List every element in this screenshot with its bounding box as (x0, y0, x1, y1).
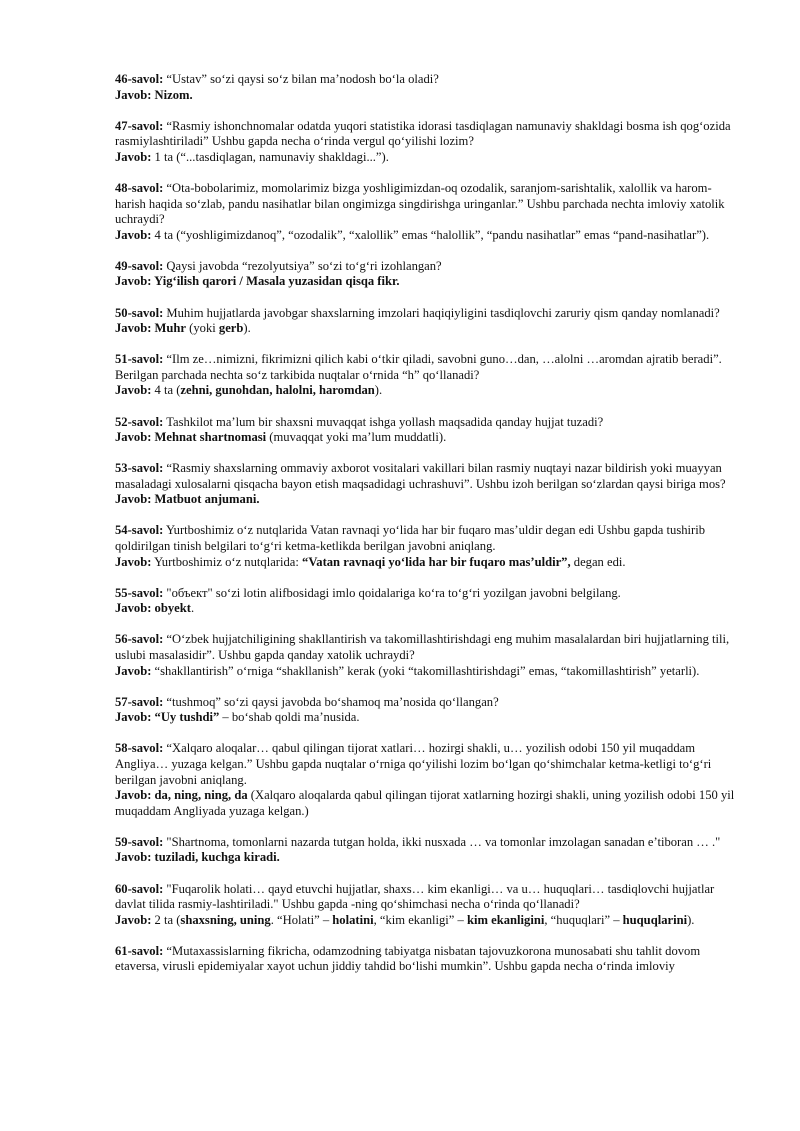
answer-text: da, ning, ning, da (151, 788, 248, 803)
question-text: “Ota-bobolarimiz, momolarimiz bizga yoshligimizdan-oq ozodalik, saranjom-sarishtalik, xalollik va harom-harish haqida so‘zlab, pandu nasihatlar bilan ongimizga singdirishga uringanlar.” Ushbu parchada nechta imloviy xatolik uchraydi? (115, 180, 725, 227)
qa-block (115, 415, 740, 446)
question-text: “Mutaxassislarning fikricha, odamzodning tabiyatga nisbatan tajovuzkorona munosabati shu tahlit dovom etaversa, virusli epidemiyalar xayot uchun jiddiy tahdid bo‘lishi mumkin”. Ushbu gapda necha o‘rinda imloviy (115, 943, 701, 974)
answer-label: Javob: (115, 227, 152, 242)
question-label: 53-savol: (115, 461, 164, 476)
answer-label: Javob: (115, 710, 152, 725)
qa-block (115, 259, 740, 290)
answer-text: Nizom. (151, 87, 193, 102)
answer (115, 710, 740, 726)
answer-text: 2 ta ( (151, 912, 181, 927)
question-label: 58-savol: (115, 741, 164, 756)
question-label: 52-savol: (115, 414, 164, 429)
question (115, 72, 740, 88)
qa-block (115, 632, 740, 679)
answer-text: “shakllantirish” o‘rniga “shakllanish” kerak (yoki “takomillashtirishdagi” emas, “takomillashtirish” yetarli). (151, 663, 700, 678)
answer (115, 601, 740, 617)
answer-label: Javob: (115, 788, 152, 803)
answer-label: Javob: (115, 850, 152, 865)
question (115, 944, 740, 975)
answer-text: Mehnat shartnomasi (151, 430, 267, 445)
answer (115, 788, 740, 819)
qa-block (115, 181, 740, 243)
question-label: 59-savol: (115, 834, 164, 849)
answer (115, 228, 740, 244)
answer-text: (yoki (186, 321, 219, 336)
qa-block (115, 882, 740, 929)
answer-text: . (190, 601, 195, 616)
answer-text: , “huquqlari” – (544, 912, 623, 927)
answer-label: Javob: (115, 430, 152, 445)
answer-text: Matbuot anjumani. (151, 492, 260, 507)
question (115, 586, 740, 602)
answer-text: ). (687, 912, 695, 927)
answer (115, 88, 740, 104)
answer-text: . “Holati” – (270, 912, 333, 927)
question-text: Qaysi javobda “rezolyutsiya” so‘zi to‘g‘ri izohlangan? (163, 258, 442, 273)
qa-block (115, 523, 740, 570)
answer-label: Javob: (115, 554, 152, 569)
answer-text: Yig‘ilish qarori / Masala yuzasidan qisqa fikr. (151, 274, 400, 289)
answer-text: 4 ta ( (151, 383, 181, 398)
question (115, 119, 740, 150)
question-text: "объект" so‘zi lotin alifbosidagi imlo qoidalariga ko‘ra to‘g‘ri yozilgan javobni belgilang. (163, 585, 621, 600)
answer-text: – bo‘shab qoldi ma’nusida. (219, 710, 360, 725)
qa-block (115, 119, 740, 166)
question-text: Yurtboshimiz o‘z nutqlarida Vatan ravnaqi yo‘lida har bir fuqaro mas’uldir degan edi Ushbu gapda tushirib qoldirilgan tinish belgilari to‘g‘ri ketma-ketlikda berilgan javobni aniqlang. (115, 523, 706, 554)
qa-list (115, 72, 740, 975)
answer-text: shaxsning, uning (180, 912, 271, 927)
question-label: 57-savol: (115, 694, 164, 709)
qa-block (115, 944, 740, 975)
answer (115, 555, 740, 571)
answer-text: kim ekanligini (466, 912, 545, 927)
qa-block (115, 835, 740, 866)
question-label: 55-savol: (115, 585, 164, 600)
answer-text: “Uy tushdi” (151, 710, 220, 725)
question-label: 61-savol: (115, 943, 164, 958)
question-text: “Ustav” so‘zi qaysi so‘z bilan ma’nodosh bo‘la oladi? (163, 72, 439, 86)
answer-text: zehni, gunohdan, halolni, haromdan (180, 383, 375, 398)
qa-block (115, 352, 740, 399)
question-text: “O‘zbek hujjatchiligining shakllantirish va takomillashtirishdagi eng muhim masalalardan biri hujjatlarning tili, uslubi masalasidir”. Ushbu gapda qanday xatolik uchraydi? (115, 632, 730, 663)
answer (115, 274, 740, 290)
question (115, 415, 740, 431)
answer-text: holatini (332, 912, 374, 927)
question-label: 51-savol: (115, 352, 164, 367)
answer-text: obyekt (151, 601, 191, 616)
question-text: “Rasmiy shaxslarning ommaviy axborot vositalari vakillari bilan rasmiy nuqtayi nazar bildirish yoki muayyan masaladagi xulosalarni qisqacha bayon etish maqsadidagi uchrashuvi”. Ushbu izoh berilgan so‘zlardan qaysi biriga mos? (115, 461, 726, 491)
question-text: “tushmoq” so‘zi qaysi javobda bo‘shamoq ma’nosida qo‘llangan? (163, 694, 499, 709)
qa-block (115, 461, 740, 508)
qa-block (115, 695, 740, 726)
answer-text: Yurtboshimiz o‘z nutqlarida: (151, 554, 303, 569)
question-label: 46-savol: (115, 72, 164, 86)
question (115, 461, 740, 492)
question-text: “Xalqaro aloqalar… qabul qilingan tijorat xatlari… hozirgi shakli, u… yozilish odobi 150 yil muqaddam Angliya… yuzaga kelgan.” Ushbu gapda nuqtalar o‘rniga qo‘yilishi lozim bo‘lgan qo‘shimchalar ketma-ketligi to‘g‘ri berilgan javobni aniqlang. (115, 741, 712, 787)
answer (115, 321, 740, 337)
answer-label: Javob: (115, 383, 152, 398)
question-text: “Rasmiy ishonchnomalar odatda yuqori statistika idorasi tasdiqlagan namunaviy shakldagi bosma ish qog‘ozida rasmiylashtiriladi” Ushbu gapda necha o‘rinda vergul qo‘yilishi lozim? (115, 118, 731, 149)
question-text: Tashkilot ma’lum bir shaxsni muvaqqat ishga yollash maqsadida qanday hujjat tuzadi? (163, 414, 604, 429)
answer-text: 4 ta (“yoshligimizdanoq”, “ozodalik”, “xalollik” emas “halollik”, “pandu nasihatlar” emas “pand-nasihatlar”). (151, 227, 710, 242)
qa-block (115, 741, 740, 819)
answer-label: Javob: (115, 87, 152, 102)
qa-block (115, 306, 740, 337)
question-text: “Ilm ze…nimizni, fikrimizni qilich kabi o‘tkir qiladi, savobni guno…dan, …alolni …aromdan ajratib beradi”. Berilgan parchada nechta so‘z tarkibida nuqtalar o‘rnida “h” qo‘llanadi? (115, 352, 722, 382)
question (115, 306, 740, 322)
question (115, 835, 740, 851)
answer-label: Javob: (115, 663, 152, 678)
question-label: 50-savol: (115, 305, 164, 320)
answer-text: degan edi. (570, 554, 626, 569)
question (115, 632, 740, 663)
question-label: 54-savol: (115, 523, 164, 538)
answer-label: Javob: (115, 492, 152, 507)
question-text: "Shartnoma, tomonlarni nazarda tutgan holda, ikki nusxada … va tomonlar imzolagan sanadan e’tiboran … ." (163, 834, 721, 849)
question (115, 181, 740, 228)
question (115, 741, 740, 788)
question-text: Muhim hujjatlarda javobgar shaxslarning imzolari haqiqiyligini tasdiqlovchi zaruriy qism qanday nomlanadi? (163, 305, 720, 320)
answer (115, 383, 740, 399)
answer-text: Muhr (151, 321, 187, 336)
answer-label: Javob: (115, 321, 152, 336)
answer-text: ). (374, 383, 383, 398)
question (115, 523, 740, 554)
answer (115, 850, 740, 866)
question-text: "Fuqarolik holati… qayd etuvchi hujjatlar, shaxs… kim ekanligi… va u… huquqlari… tasdiqlovchi hujjatlar davlat tilida rasmiy-lashtiriladi." Ushbu gapda -ning qo‘shimchasi necha o‘rinda qo‘llanadi? (115, 881, 715, 912)
answer-text: tuziladi, kuchga kiradi. (151, 850, 280, 865)
answer-text: gerb (218, 321, 244, 336)
question-label: 49-savol: (115, 258, 164, 273)
qa-block (115, 586, 740, 617)
question (115, 882, 740, 913)
answer (115, 664, 740, 680)
answer-text: huquqlarini (622, 912, 688, 927)
answer (115, 913, 740, 929)
answer-label: Javob: (115, 149, 152, 164)
answer (115, 150, 740, 166)
answer-label: Javob: (115, 274, 152, 289)
question (115, 352, 740, 383)
answer-label: Javob: (115, 912, 152, 927)
answer-text: 1 ta (“...tasdiqlagan, namunaviy shakldagi...”). (151, 149, 389, 164)
question-label: 56-savol: (115, 632, 164, 647)
question-label: 47-savol: (115, 118, 164, 133)
qa-block (115, 72, 740, 103)
answer-text: ). (243, 321, 251, 336)
answer (115, 492, 740, 508)
answer (115, 430, 740, 446)
question (115, 695, 740, 711)
answer-text: , “kim ekanligi” – (373, 912, 467, 927)
answer-text: “Vatan ravnaqi yo‘lida har bir fuqaro mas’uldir”, (302, 554, 571, 569)
answer-text: (Xalqaro aloqalarda qabul qilingan tijorat xatlarning hozirgi shakli, uning yozilish odobi 150 yil muqaddam Angliyada yuzaga kelgan.) (115, 788, 735, 818)
answer-label: Javob: (115, 601, 152, 616)
question-label: 60-savol: (115, 881, 164, 896)
answer-text: (muvaqqat yoki ma’lum muddatli). (266, 430, 447, 445)
question-label: 48-savol: (115, 180, 164, 195)
question (115, 259, 740, 275)
